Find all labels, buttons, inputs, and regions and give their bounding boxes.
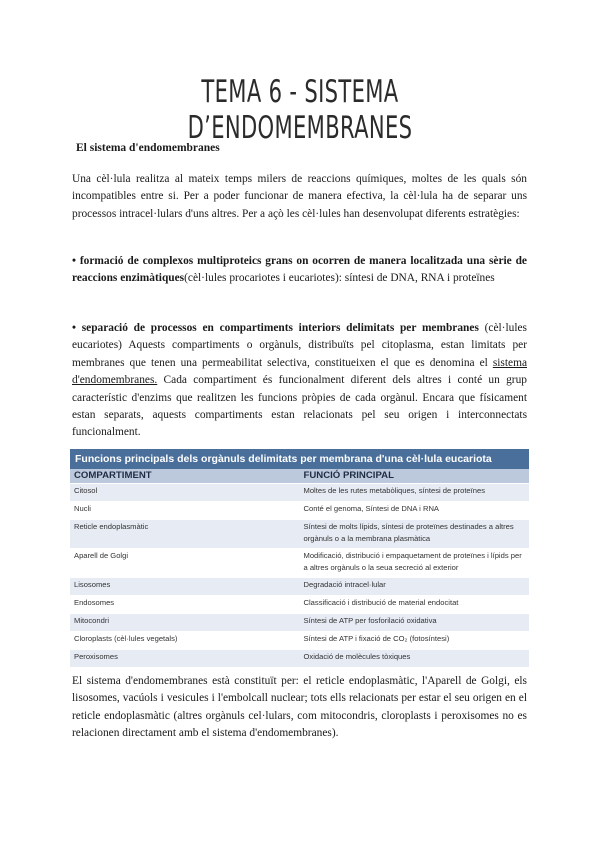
row-compartment: Citosol bbox=[70, 484, 300, 502]
row-function: Modificació, distribució i empaquetament de proteïnes i lípids per a altres orgànuls o la seua secreció al exterior bbox=[300, 549, 530, 578]
row-function: Conté el genoma, Síntesi de DNA i RNA bbox=[300, 502, 530, 520]
strategy-2-text: (cèl·lules eucariotes) Aquests compartiments o orgànuls, distribuïts pel citoplasma, estan limitats per membranes que tenen una permeabilitat selectiva, constitueixen el que es denomina el bbox=[72, 322, 527, 369]
table-row bbox=[70, 614, 529, 632]
strategy-1-text: (cèl·lules procariotes i eucariotes): síntesi de DNA, RNA i proteïnes bbox=[184, 272, 495, 285]
row-compartment: Aparell de Golgi bbox=[70, 549, 300, 578]
row-function: Degradació intracel·lular bbox=[300, 578, 530, 596]
table-row bbox=[70, 549, 529, 578]
row-compartment: Endosomes bbox=[70, 596, 300, 614]
table-header-row bbox=[70, 469, 529, 484]
table-row bbox=[70, 596, 529, 614]
row-compartment: Mitocondri bbox=[70, 614, 300, 632]
header-compartment: COMPARTIMENT bbox=[70, 469, 300, 484]
strategy-1-paragraph bbox=[72, 253, 527, 288]
row-compartment: Nucli bbox=[70, 502, 300, 520]
row-function: Oxidació de molècules tòxiques bbox=[300, 650, 530, 668]
row-compartment: Peroxisomes bbox=[70, 650, 300, 668]
page-title: TEMA 6 - SISTEMA D’ENDOMEMBRANES bbox=[187, 74, 413, 146]
table-row bbox=[70, 578, 529, 596]
row-function: Síntesi de molts lípids, síntesi de proteïnes destinades a altres orgànuls o a la membrana plasmàtica bbox=[300, 520, 530, 549]
table-row bbox=[70, 502, 529, 520]
table-row bbox=[70, 484, 529, 502]
row-function: Classificació i distribució de material endocitat bbox=[300, 596, 530, 614]
table-row bbox=[70, 632, 529, 650]
strategy-2-bold: • separació de processos en compartiments interiors delimitats per membranes bbox=[72, 322, 479, 334]
strategy-1-bold: • formació de complexos multiproteics grans on ocorren de manera localitzada una sèrie de reaccions enzimàtiques bbox=[72, 255, 527, 285]
intro-paragraph: Una cèl·lula realitza al mateix temps milers de reaccions químiques, moltes de les quals són incompatibles entre si. Per a poder funcionar de manera efectiva, la cèl·lula ha de separar uns processos intracel·lulars d'uns altres. Per a açò les cèl·lules han desenvolupat diferents estratègies: bbox=[72, 173, 527, 220]
header-function: FUNCIÓ PRINCIPAL bbox=[300, 469, 530, 484]
row-compartment: Lisosomes bbox=[70, 578, 300, 596]
strategy-2-text-end: Cada compartiment és funcionalment diferent dels altres i conté un grup característic d'enzims que realitzen les funcions pròpies de cada orgànul. Encara que físicament estan separats, aquests compartiments estan relacionats pel seu origen i interconnectats funcionalment. bbox=[72, 374, 527, 439]
table-title: Funcions principals dels orgànuls delimitats per membrana d'una cèl·lula eucariota bbox=[70, 449, 529, 469]
section-heading: El sistema d'endomembranes bbox=[76, 142, 220, 154]
organelles-table bbox=[70, 449, 529, 667]
row-function: Síntesi de ATP i fixació de CO₂ (fotosíntesi) bbox=[300, 632, 530, 650]
row-compartment: Cloroplasts (cèl·lules vegetals) bbox=[70, 632, 300, 650]
organelles-table-grid bbox=[70, 469, 529, 667]
endomembrane-term: sistema d'endomembranes. bbox=[72, 356, 527, 387]
strategy-2-paragraph bbox=[72, 320, 527, 442]
row-function: Síntesi de ATP per fosforilació oxidativa bbox=[300, 614, 530, 632]
summary-paragraph: El sistema d'endomembranes està constituït per: el reticle endoplasmàtic, l'Aparell de Golgi, els lisosomes, vacúols i vesicules i l'embolcall nuclear; tots ells relacionats per estar el seu origen en el reticle endoplasmàtic (altres orgànuls cel·lulars, com mitocondris, cloroplasts i peroxisomes no es relacionen directament amb el sistema d'endomembranes). bbox=[72, 675, 527, 740]
row-function: Moltes de les rutes metabòliques, síntesi de proteïnes bbox=[300, 484, 530, 502]
table-row bbox=[70, 650, 529, 668]
row-compartment: Reticle endoplasmàtic bbox=[70, 520, 300, 549]
table-row bbox=[70, 520, 529, 549]
